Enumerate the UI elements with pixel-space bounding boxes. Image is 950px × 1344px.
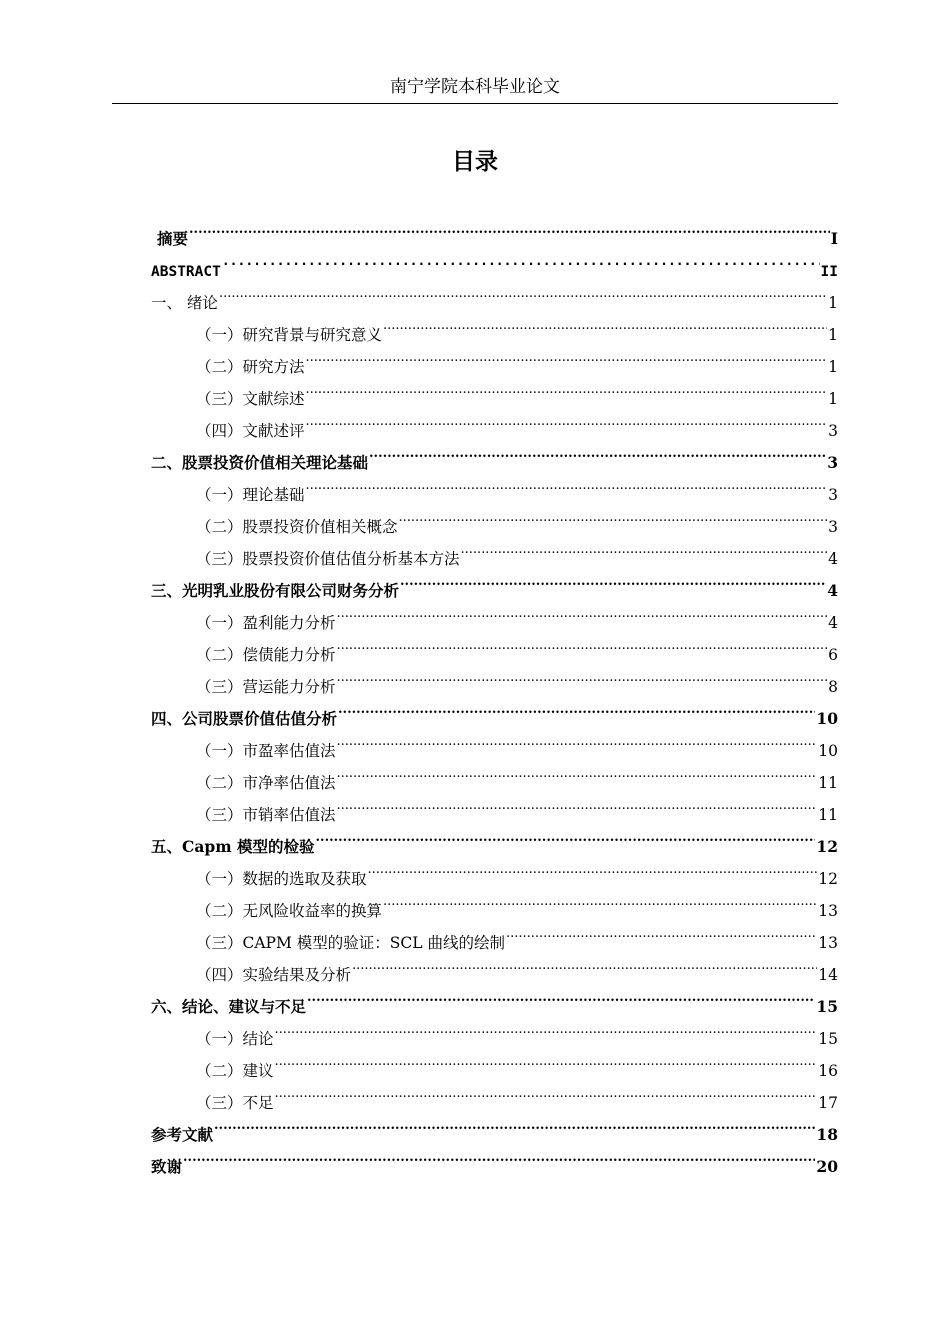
toc-leader-dots [306, 468, 828, 500]
toc-leader-dots [337, 596, 828, 628]
toc-leader-dots [275, 1044, 818, 1076]
toc-entry-label: （四）实验结果及分析 [196, 966, 352, 984]
toc-entry[interactable] [151, 308, 838, 344]
toc-leader-dots [337, 788, 818, 820]
toc-entry-page-number: 16 [818, 1062, 838, 1080]
toc-entry-page-number: 15 [816, 997, 838, 1016]
toc-entry-label: （四）文献述评 [196, 422, 305, 440]
toc-entry[interactable] [151, 212, 838, 248]
toc-entry-label: （二）建议 [196, 1062, 274, 1080]
toc-entry-label: （一）理论基础 [196, 486, 305, 504]
toc-entry-label: （三）营运能力分析 [196, 678, 336, 696]
toc-entry-label: 六、结论、建议与不足 [151, 997, 307, 1016]
toc-entry-label: 四、公司股票价值估值分析 [151, 709, 338, 728]
toc-leader-dots [222, 244, 820, 276]
toc-entry[interactable] [151, 244, 838, 280]
toc-entry-page-number: 11 [818, 774, 838, 792]
toc-entry-label: 二、股票投资价值相关理论基础 [151, 453, 369, 472]
toc-entry-page-number: 4 [828, 614, 838, 632]
toc-entry-label: （三）市销率估值法 [196, 806, 336, 824]
toc-entry-page-number: 4 [827, 581, 838, 600]
toc-leader-dots [219, 276, 827, 308]
toc-entry-label: 一、 绪论 [151, 294, 218, 312]
toc-leader-dots [183, 1140, 815, 1172]
page-title: 目录 [452, 149, 498, 175]
toc-leader-dots [275, 1012, 818, 1044]
toc-leader-dots [368, 852, 818, 884]
toc-entry-page-number: 3 [827, 453, 838, 472]
toc-leader-dots [383, 884, 817, 916]
toc-entry-page-number: II [820, 264, 838, 280]
toc-entry-label: （一）市盈率估值法 [196, 742, 336, 760]
toc-leader-dots [352, 948, 817, 980]
toc-leader-dots [399, 500, 828, 532]
toc-leader-dots [214, 1108, 815, 1140]
toc-entry-page-number: 10 [818, 742, 838, 760]
toc-leader-dots [189, 212, 830, 244]
toc-entry[interactable] [151, 1140, 838, 1176]
toc-entry-page-number: 14 [818, 966, 838, 984]
toc-leader-dots [275, 1076, 818, 1108]
toc-entry-page-number: 18 [816, 1125, 838, 1144]
toc-entry-page-number: 12 [816, 837, 838, 856]
toc-entry-page-number: 17 [818, 1094, 838, 1112]
toc-entry-page-number: 10 [816, 709, 838, 728]
toc-entry-page-number: 1 [828, 390, 838, 408]
toc-leader-dots [316, 820, 816, 852]
toc-entry-page-number: 8 [828, 678, 838, 696]
toc-entry-page-number: 13 [818, 902, 838, 920]
toc-leader-dots [383, 308, 827, 340]
toc-entry-page-number: 1 [828, 358, 838, 376]
toc-entry-label: 致谢 [151, 1157, 183, 1176]
toc-leader-dots [306, 340, 828, 372]
toc-entry-page-number: 3 [828, 486, 838, 504]
toc-entry-label: （二）无风险收益率的换算 [196, 902, 383, 920]
toc-leader-dots [369, 436, 826, 468]
toc-leader-dots [307, 980, 815, 1012]
toc-leader-dots [337, 628, 828, 660]
header-title: 南宁学院本科毕业论文 [390, 77, 560, 97]
toc-entry-label: 摘要 [157, 229, 189, 248]
toc-entry-label: （三）股票投资价值估值分析基本方法 [196, 550, 460, 568]
toc-entry-label: （三）CAPM 模型的验证：SCL 曲线的绘制 [196, 934, 505, 952]
toc-entry-page-number: 15 [818, 1030, 838, 1048]
toc-leader-dots [461, 532, 828, 564]
toc-entry-label: （二）偿债能力分析 [196, 646, 336, 664]
toc-entry-label: （二）研究方法 [196, 358, 305, 376]
toc-entry-page-number: I [830, 229, 838, 248]
toc-entry-label: （一）数据的选取及获取 [196, 870, 367, 888]
toc-entry-label: （一）结论 [196, 1030, 274, 1048]
page-header [112, 74, 838, 104]
toc-entry-label: 三、光明乳业股份有限公司财务分析 [151, 581, 400, 600]
toc-entry-page-number: 3 [828, 422, 838, 440]
toc-entry-page-number: 6 [828, 646, 838, 664]
table-of-contents [151, 212, 838, 1176]
toc-entry-page-number: 4 [828, 550, 838, 568]
toc-entry-label: （二）股票投资价值相关概念 [196, 518, 398, 536]
toc-entry-label: （一）盈利能力分析 [196, 614, 336, 632]
toc-leader-dots [306, 372, 828, 404]
toc-entry-page-number: 1 [828, 294, 838, 312]
toc-entry-page-number: 12 [818, 870, 838, 888]
toc-entry-page-number: 11 [818, 806, 838, 824]
toc-leader-dots [337, 756, 818, 788]
toc-entry[interactable] [151, 276, 838, 312]
toc-entry-label: ABSTRACT [151, 264, 221, 280]
toc-entry-label: （三）不足 [196, 1094, 274, 1112]
toc-leader-dots [400, 564, 826, 596]
toc-entry-page-number: 3 [828, 518, 838, 536]
toc-leader-dots [338, 692, 815, 724]
toc-entry-page-number: 1 [828, 326, 838, 344]
toc-entry-label: 参考文献 [151, 1125, 214, 1144]
toc-entry-page-number: 13 [818, 934, 838, 952]
toc-leader-dots [337, 724, 818, 756]
toc-leader-dots [306, 404, 828, 436]
toc-entry-label: （二）市净率估值法 [196, 774, 336, 792]
toc-leader-dots [506, 916, 817, 948]
toc-leader-dots [337, 660, 828, 692]
toc-entry-page-number: 20 [816, 1157, 838, 1176]
toc-entry[interactable] [151, 1108, 838, 1144]
toc-entry-label: 五、Capm 模型的检验 [151, 837, 315, 856]
toc-entry-label: （三）文献综述 [196, 390, 305, 408]
toc-entry-label: （一）研究背景与研究意义 [196, 326, 383, 344]
